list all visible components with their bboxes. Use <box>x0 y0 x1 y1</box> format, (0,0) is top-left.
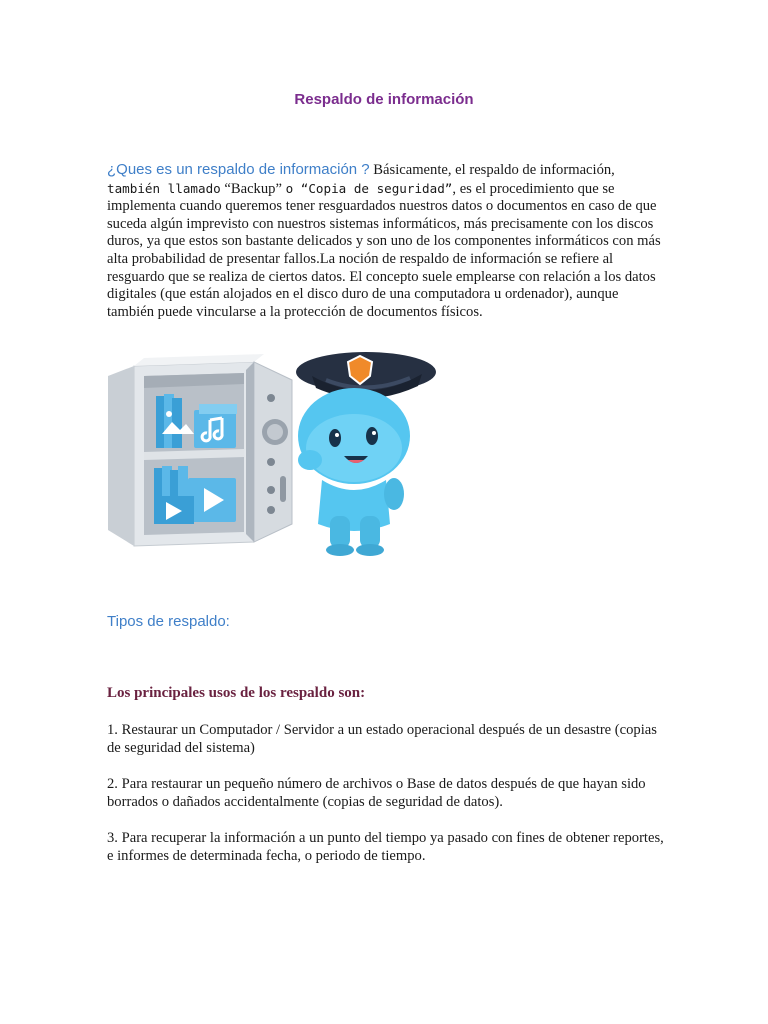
safe-icon <box>108 354 292 546</box>
page-title: Respaldo de información <box>294 91 474 108</box>
tipos-heading: Tipos de respaldo: <box>107 613 230 630</box>
intro-text-b: “Backup” <box>220 180 286 197</box>
backup-illustration <box>104 336 454 564</box>
intro-question: ¿Ques es un respaldo de información ? <box>107 161 370 178</box>
intro-text-c: , es el procedimiento que se implementa cuando queremos tener resguardados nuestros datos o documentos en caso de que suceda algún imprevisto con nuestros sistemas informáticos, más precisamente con los discos duros, ya que estos son bastante delicados y son uno de los componentes informáticos con más alta probabilidad de presentar fallos.La noción de respaldo de información se refiere al resguardo que se realiza de ciertos datos. El concepto suele emplearse con relación a los datos digitales (que están alojados en el disco duro de una computadora u ordenador), aunque también puede vincularse a la protección de documentos físicos. <box>107 180 661 320</box>
usos-heading: Los principales usos de los respaldo son: <box>107 685 366 701</box>
intro-paragraph <box>107 161 667 321</box>
security-guard-mascot-icon <box>296 352 436 556</box>
intro-mono-1: también llamado <box>107 180 221 196</box>
intro-text-a: Básicamente, el respaldo de información, <box>369 162 615 178</box>
list-item: 3. Para recuperar la información a un punto del tiempo ya pasado con fines de obtener reportes, e informes de determinada fecha, o periodo de tiempo. <box>107 830 664 864</box>
usos-list <box>107 721 667 883</box>
intro-mono-2: o “Copia de seguridad” <box>285 180 453 196</box>
safe-door <box>246 362 292 542</box>
list-item: 2. Para restaurar un pequeño número de archivos o Base de datos después de que hayan sido borrados o dañados accidentalmente (copias de seguridad de datos). <box>107 776 646 810</box>
list-item: 1. Restaurar un Computador / Servidor a un estado operacional después de un desastre (copias de seguridad del sistema) <box>107 722 657 756</box>
